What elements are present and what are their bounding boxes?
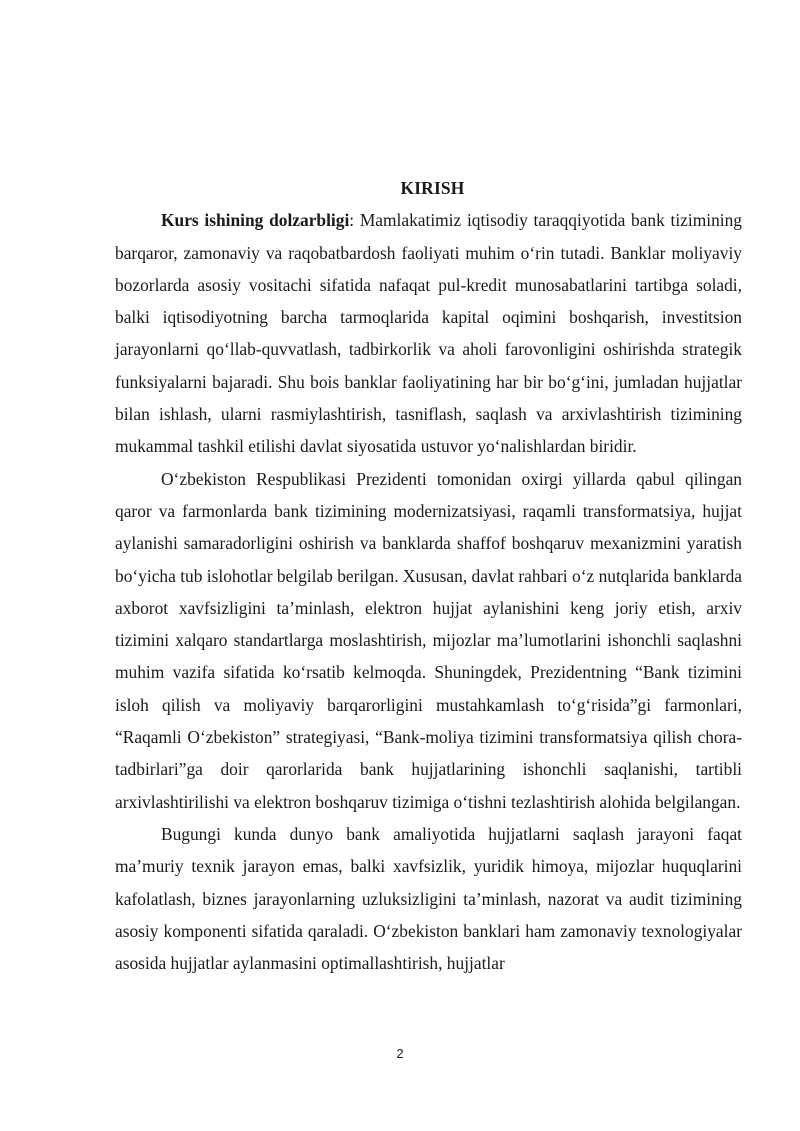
page-number: 2 (396, 1046, 404, 1061)
paragraph-text: : Mamlakatimiz iqtisodiy taraqqiyotida bank tizimining barqaror, zamonaviy va raqobatbardosh faoliyati muhim o‘rin tutadi. Banklar moliyaviy bozorlarda asosiy vositachi sifatida nafaqat pul-kredit munosabatlarini tartibga soladi, balki iqtisodiyotning barcha tarmoqlarida kapital oqimini boshqarish, investitsion jarayonlarni qo‘llab-quvvatlash, tadbirkorlik va aholi farovonligini oshirishda strategik funksiyalarni bajaradi. Shu bois banklar faoliyatining har bir bo‘g‘ini, jumladan hujjatlar bilan ishlash, ularni rasmiylashtirish, tasniflash, saqlash va arxivlashtirish tizimining mukammal tashkil etilishi davlat siyosatida ustuvor yo‘nalishlardan biridir. (115, 210, 742, 457)
paragraph-3: Bugungi kunda dunyo bank amaliyotida hujjatlarni saqlash jarayoni faqat ma’muriy texnik jarayon emas, balki xavfsizlik, yuridik himoya, mijozlar huquqlarini kafolatlash, biznes jarayonlarning uzluksizligini ta’minlash, nazorat va audit tizimining asosiy komponenti sifatida qaraladi. O‘zbekiston banklari ham zamonaviy texnologiyalar asosida hujjatlar aylanmasini optimallashtirish, hujjatlar (115, 823, 742, 974)
page-title: KIRISH (400, 178, 465, 198)
paragraph-1 (115, 204, 742, 462)
paragraph-2: O‘zbekiston Respublikasi Prezidenti tomonidan oxirgi yillarda qabul qilingan qaror va farmonlarda bank tizimining modernizatsiyasi, raqamli transformatsiya, hujjat aylanishi samaradorligini oshirish va banklarda shaffof boshqaruv mexanizmini yaratish bo‘yicha tub islohotlar belgilab berilgan. Xususan, davlat rahbari o‘z nutqlarida banklarda axborot xavfsizligini ta’minlash, elektron hujjat aylanishini keng joriy etish, arxiv tizimini xalqaro standartlarga moslashtirish, mijozlar ma’lumotlarini ishonchli saqlashni muhim vazifa sifatida ko‘rsatib kelmoqda. Shuningdek, Prezidentning “Bank tizimini isloh qilish va moliyaviy barqarorligini mustahkamlash to‘g‘risida”gi farmonlari, “Raqamli O‘zbekiston” strategiyasi, “Bank-moliya tizimini transformatsiya qilish chora-tadbirlari”ga doir qarorlarida bank hujjatlarining ishonchli saqlanishi, tartibli arxivlashtirilishi va elektron boshqaruv tizimiga o‘tishni tezlashtirish alohida belgilangan. (115, 468, 742, 812)
paragraph-lead: Kurs ishining dolzarbligi (161, 210, 350, 231)
page-body (115, 172, 742, 979)
